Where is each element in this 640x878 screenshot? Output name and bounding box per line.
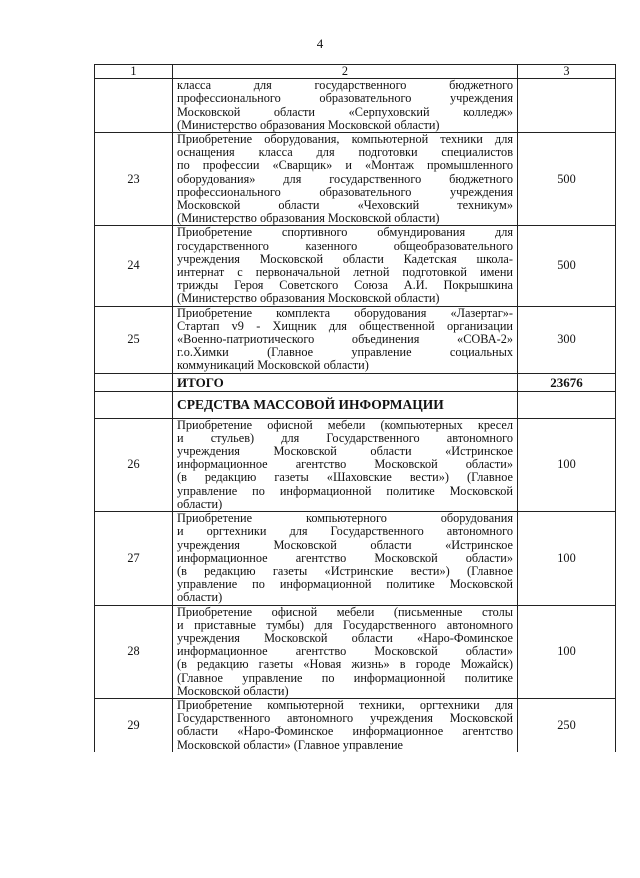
description-line: области) — [177, 590, 223, 605]
description-line: учреждения Московской области «Истринское — [177, 444, 513, 459]
header-row — [95, 65, 616, 79]
row-amount: 500 — [518, 133, 616, 226]
table-body — [95, 65, 616, 752]
row-description — [173, 133, 518, 226]
row-description — [173, 226, 518, 306]
description-line: оборудования» для государственного бюджетного — [177, 171, 513, 186]
section-row — [95, 391, 616, 418]
description-line: (в редакцию газеты «Шаховские вести») (Главное — [177, 470, 513, 485]
description-line: (в редакцию газеты «Истринские вести») (Главное — [177, 563, 513, 578]
row-amount: 250 — [518, 698, 616, 751]
row-number: 26 — [95, 418, 173, 511]
description-line: (в редакцию газеты «Новая жизнь» в городе Можайск) — [177, 657, 513, 672]
row-number: 28 — [95, 605, 173, 698]
row-description — [173, 605, 518, 698]
description-line: Государственного автономного учреждения Московской — [177, 711, 513, 726]
description-line: Стартап v9 - Хищник для общественной организации — [177, 318, 513, 333]
row-number: 27 — [95, 512, 173, 605]
description-line: учреждения Московской области «Истринское — [177, 537, 513, 552]
description-line: класса для государственного бюджетного — [177, 78, 513, 93]
table-row — [95, 605, 616, 698]
page-number: 4 — [316, 36, 324, 51]
description-line: Московской области «Чеховский техникум» — [177, 198, 513, 213]
description-line: государственного казенного общеобразовательного — [177, 238, 513, 253]
header-col-1: 1 — [95, 65, 173, 79]
row-description — [173, 418, 518, 511]
row-number: 29 — [95, 698, 173, 751]
description-line: (Министерство образования Московской области) — [177, 211, 440, 226]
description-line: управление по информационной политике Московской — [177, 483, 513, 498]
description-line: профессионального образовательного учреждения — [177, 184, 513, 199]
description-line: Московской области) — [177, 683, 289, 698]
row-description — [173, 79, 518, 133]
total-row — [95, 373, 616, 391]
description-line: и оргтехники для Государственного автономного — [177, 524, 513, 539]
row-description — [173, 698, 518, 751]
description-line: Московской области» (Главное управление — [177, 737, 403, 752]
section-empty-cell — [95, 391, 173, 418]
description-line: учреждения Московской области Кадетская школа- — [177, 251, 513, 266]
description-line: и стульев) для Государственного автономного — [177, 430, 513, 445]
table-row — [95, 79, 616, 133]
description-line: по профессии «Сварщик» и «Монтаж промышленного — [177, 158, 513, 173]
description-line: (Министерство образования Московской области) — [177, 291, 440, 306]
description-line: Московской области «Серпуховский колледж» — [177, 104, 513, 119]
table-row — [95, 698, 616, 751]
row-number: 24 — [95, 226, 173, 306]
description-line: Приобретение офисной мебели (письменные столы — [177, 604, 513, 619]
row-number: 25 — [95, 306, 173, 373]
header-col-2: 2 — [173, 65, 518, 79]
table-row — [95, 133, 616, 226]
row-amount: 100 — [518, 512, 616, 605]
description-line: Приобретение компьютерного оборудования — [177, 511, 513, 526]
total-label: ИТОГО — [173, 373, 518, 391]
row-amount: 100 — [518, 605, 616, 698]
description-line: Приобретение компьютерной техники, оргтехники для — [177, 697, 513, 712]
description-line: Приобретение офисной мебели (компьютерных кресел — [177, 417, 513, 432]
row-number — [95, 79, 173, 133]
table-row — [95, 306, 616, 373]
row-description — [173, 512, 518, 605]
description-line: оснащения класса для подготовки специалистов — [177, 145, 513, 160]
table-row — [95, 418, 616, 511]
description-line: г.о.Химки (Главное управление социальных — [177, 345, 513, 360]
table-row — [95, 512, 616, 605]
description-line: коммуникаций Московской области) — [177, 358, 369, 373]
description-line: области) — [177, 496, 223, 511]
description-line: (Главное управление по информационной политике — [177, 670, 513, 685]
table-row — [95, 226, 616, 306]
section-empty-amount — [518, 391, 616, 418]
total-amount: 23676 — [518, 373, 616, 391]
budget-table — [94, 64, 616, 752]
row-amount: 100 — [518, 418, 616, 511]
description-line: Приобретение комплекта оборудования «Лазертаг»- — [177, 305, 513, 320]
description-line: (Министерство образования Московской области) — [177, 117, 440, 132]
row-amount: 500 — [518, 226, 616, 306]
description-line: области «Наро-Фоминское информационное агентство — [177, 724, 513, 739]
description-line: управление по информационной политике Московской — [177, 577, 513, 592]
row-amount — [518, 79, 616, 133]
description-line: учреждения Московской области «Наро-Фоминское — [177, 630, 513, 645]
description-line: Приобретение спортивного обмундирования для — [177, 225, 513, 240]
row-number: 23 — [95, 133, 173, 226]
description-line: «Военно-патриотического объединения «СОВА-2» — [177, 332, 513, 347]
description-line: информационное агентство Московской области» — [177, 457, 513, 472]
header-col-3: 3 — [518, 65, 616, 79]
description-line: информационное агентство Московской области» — [177, 644, 513, 659]
description-line: информационное агентство Московской области» — [177, 550, 513, 565]
description-line: и приставные тумбы) для Государственного автономного — [177, 617, 513, 632]
description-line: Приобретение оборудования, компьютерной техники для — [177, 132, 513, 147]
section-title: СРЕДСТВА МАССОВОЙ ИНФОРМАЦИИ — [173, 391, 518, 418]
row-amount: 300 — [518, 306, 616, 373]
total-empty-cell — [95, 373, 173, 391]
description-line: интернат с первоначальной летной подготовкой имени — [177, 265, 513, 280]
row-description — [173, 306, 518, 373]
description-line: профессионального образовательного учреждения — [177, 91, 513, 106]
description-line: трижды Героя Советского Союза А.И. Покрышкина — [177, 278, 513, 293]
